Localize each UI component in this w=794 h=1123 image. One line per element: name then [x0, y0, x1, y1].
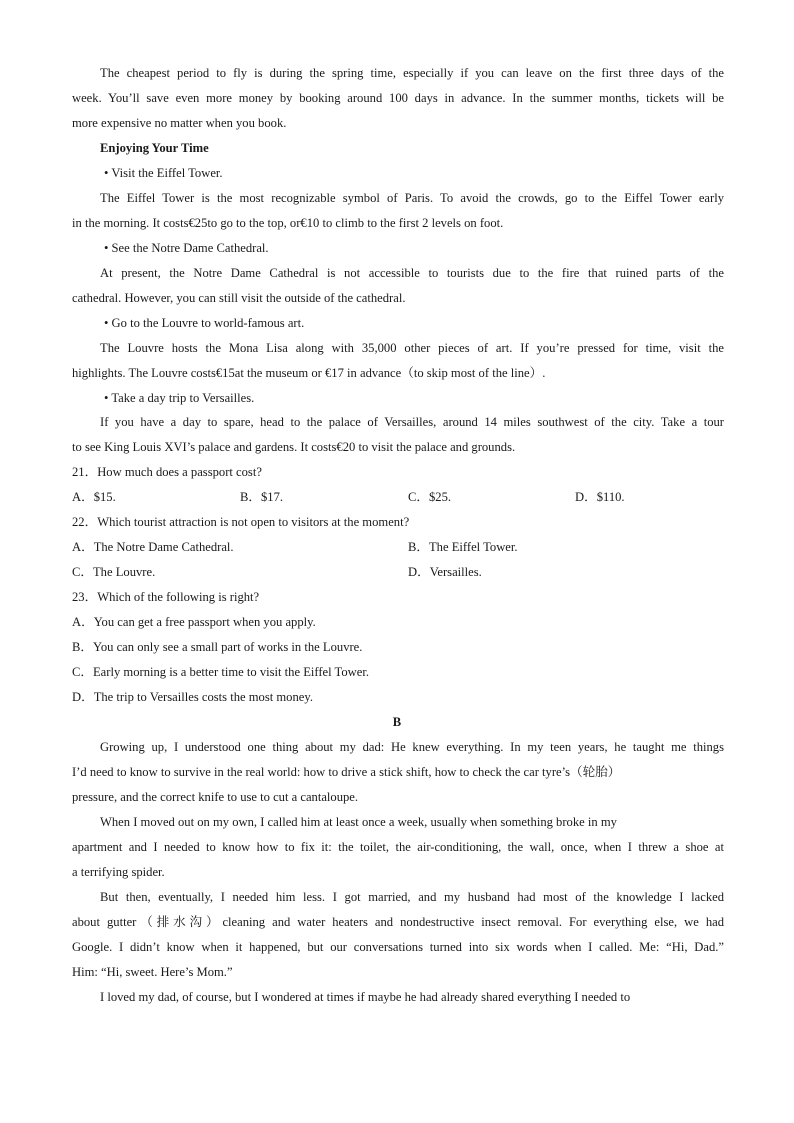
paragraph-line: more expensive no matter when you book. [72, 116, 287, 130]
option-d: D．The trip to Versailles costs the most money. [72, 690, 313, 704]
option-d: D．$110. [575, 490, 625, 504]
paragraph-line: If you have a day to spare, head to the palace of Versailles, around 14 miles southwest of the city. Take a tour [100, 415, 724, 429]
option-a: A．You can get a free passport when you apply. [72, 615, 316, 629]
paragraph-line: The Louvre hosts the Mona Lisa along with 35,000 other pieces of art. If you’re pressed for time, visit the [100, 341, 724, 355]
paragraph-line: I’d need to know to survive in the real world: how to drive a stick shift, how to check the car tyre’s（轮胎） [72, 765, 621, 779]
paragraph-line: to see King Louis XVI’s palace and gardens. It costs€20 to visit the palace and grounds. [72, 440, 516, 454]
paragraph-line: I loved my dad, of course, but I wondered at times if maybe he had already shared everything I needed to [100, 990, 631, 1004]
paragraph-line: Him: “Hi, sweet. Here’s Mom.” [72, 965, 233, 979]
question-stem: 21．How much does a passport cost? [72, 465, 262, 479]
paragraph-line: in the morning. It costs€25to go to the top, or€10 to climb to the first 2 levels on foot. [72, 216, 504, 230]
paragraph-line: Google. I didn’t know when it happened, but our conversations turned into six words when I called. Me: “Hi, Dad.” [72, 940, 724, 954]
bullet-item: • Go to the Louvre to world-famous art. [104, 316, 305, 330]
passage-title: B [392, 715, 402, 729]
paragraph-line: highlights. The Louvre costs€15at the museum or €17 in advance（to skip most of the line）. [72, 366, 546, 380]
option-b: B．You can only see a small part of works in the Louvre. [72, 640, 363, 654]
option-a: A．$15. [72, 490, 116, 504]
paragraph-line: week. You’ll save even more money by booking around 100 days in advance. In the summer months, tickets will be [72, 91, 724, 105]
option-b: B．The Eiffel Tower. [408, 540, 518, 554]
bullet-item: • Take a day trip to Versailles. [104, 391, 255, 405]
option-c: C．$25. [408, 490, 452, 504]
question-stem: 22．Which tourist attraction is not open to visitors at the moment? [72, 515, 410, 529]
paragraph-line: The cheapest period to fly is during the spring time, especially if you can leave on the first three days of the [100, 66, 724, 80]
paragraph-line: Growing up, I understood one thing about my dad: He knew everything. In my teen years, he taught me things [100, 740, 724, 754]
section-heading: Enjoying Your Time [100, 141, 209, 155]
paragraph-line: cathedral. However, you can still visit the outside of the cathedral. [72, 291, 406, 305]
paragraph-line: At present, the Notre Dame Cathedral is not accessible to tourists due to the fire that ruined parts of the [100, 266, 724, 280]
paragraph-line: pressure, and the correct knife to use to cut a cantaloupe. [72, 790, 359, 804]
option-c: C．The Louvre. [72, 565, 156, 579]
paragraph-line: apartment and I needed to know how to fix it: the toilet, the air-conditioning, the wall, once, when I threw a shoe at [72, 840, 724, 854]
option-c: C．Early morning is a better time to visit the Eiffel Tower. [72, 665, 369, 679]
paragraph-line: a terrifying spider. [72, 865, 165, 879]
paragraph-line: When I moved out on my own, I called him at least once a week, usually when something broke in my [100, 815, 617, 829]
bullet-item: • Visit the Eiffel Tower. [104, 166, 223, 180]
option-b: B．$17. [240, 490, 284, 504]
option-d: D．Versailles. [408, 565, 482, 579]
bullet-item: • See the Notre Dame Cathedral. [104, 241, 269, 255]
paragraph-line: about gutter（排水沟）cleaning and water heaters and nondestructive insect removal. For everything else, we had [72, 915, 724, 929]
option-a: A．The Notre Dame Cathedral. [72, 540, 234, 554]
paragraph-line: The Eiffel Tower is the most recognizable symbol of Paris. To avoid the crowds, go to the Eiffel Tower early [100, 191, 724, 205]
paragraph-line: But then, eventually, I needed him less. I got married, and my husband had most of the knowledge I lacked [100, 890, 724, 904]
question-stem: 23．Which of the following is right? [72, 590, 260, 604]
